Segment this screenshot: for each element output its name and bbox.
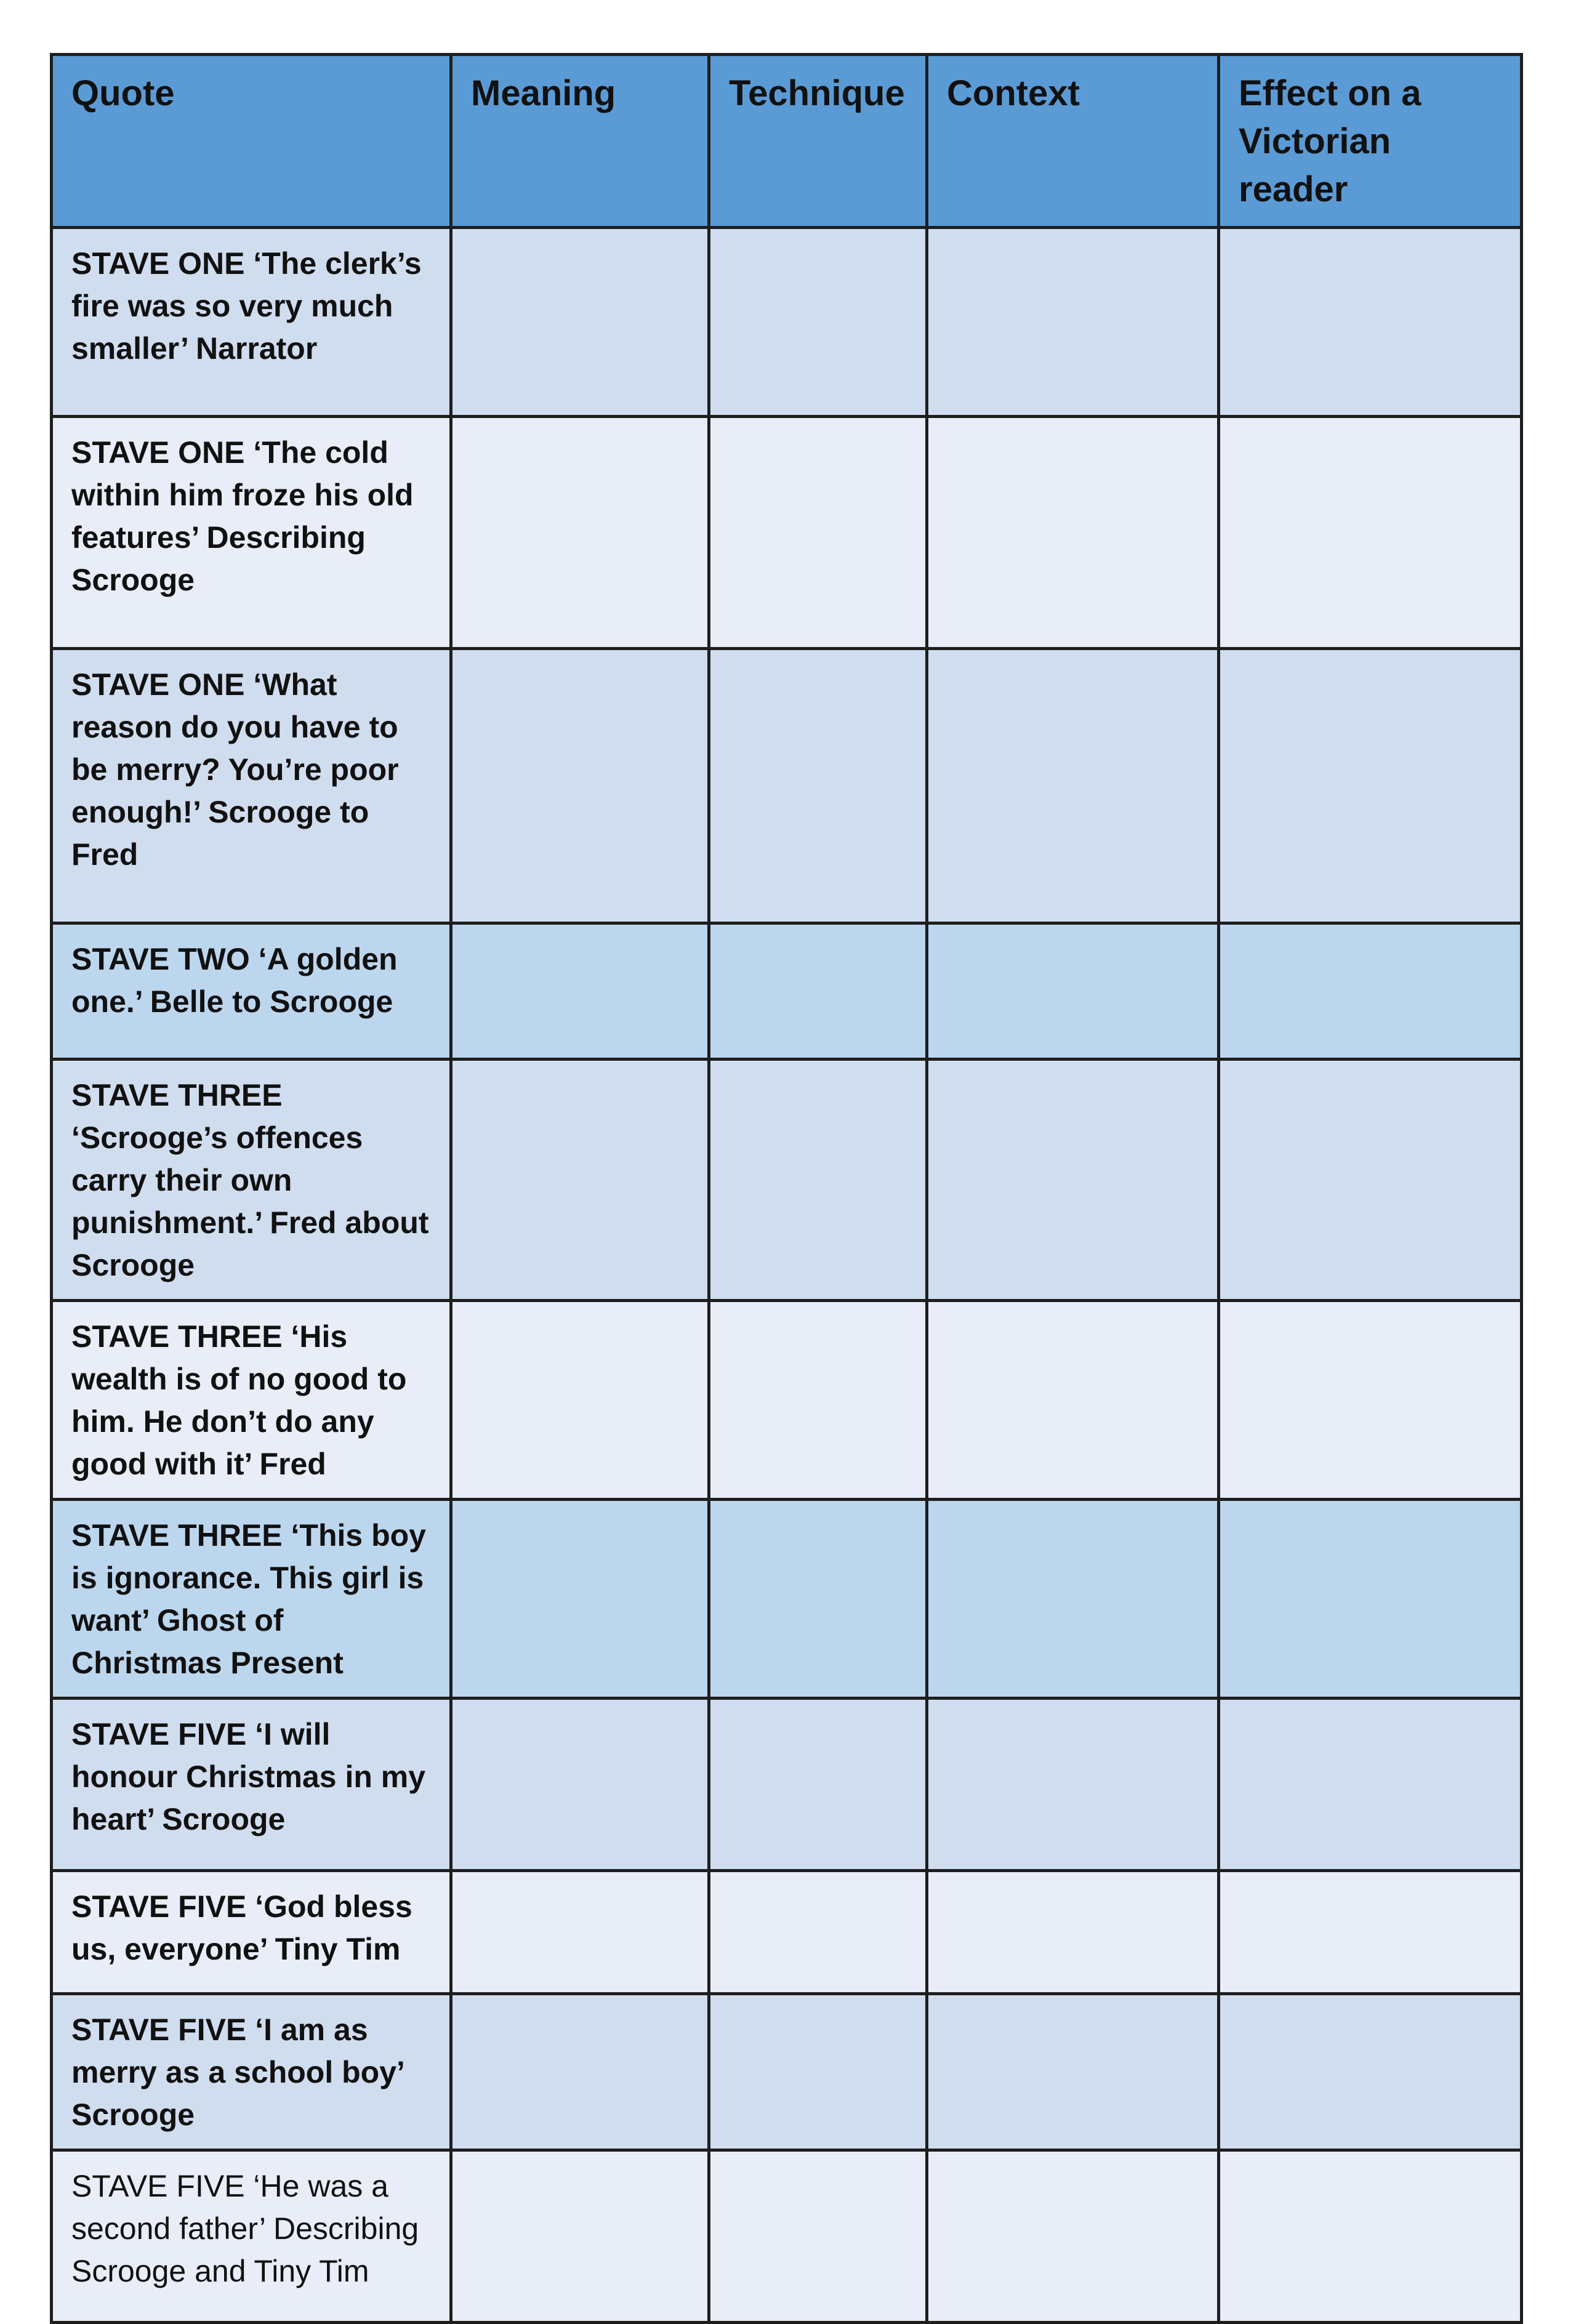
meaning-answer-cell[interactable] [451, 1301, 709, 1500]
technique-answer-cell[interactable] [709, 1059, 927, 1301]
technique-answer-cell[interactable] [709, 649, 927, 923]
table-row [52, 1994, 1522, 2150]
context-answer-cell[interactable] [927, 1500, 1219, 1699]
context-answer-cell[interactable] [927, 1059, 1219, 1301]
table-row [52, 1699, 1522, 1871]
technique-answer-cell[interactable] [709, 417, 927, 649]
technique-answer-cell[interactable] [709, 2150, 927, 2323]
context-answer-cell[interactable] [927, 1301, 1219, 1500]
effect-answer-cell[interactable] [1219, 1871, 1522, 1994]
context-answer-cell[interactable] [927, 1994, 1219, 2150]
effect-answer-cell[interactable] [1219, 923, 1522, 1059]
table-row [52, 649, 1522, 923]
quote-cell: STAVE TWO ‘A golden one.’ Belle to Scrooge [52, 923, 451, 1059]
header-meaning: Meaning [451, 55, 709, 228]
effect-answer-cell[interactable] [1219, 2150, 1522, 2323]
context-answer-cell[interactable] [927, 2150, 1219, 2323]
technique-answer-cell[interactable] [709, 1871, 927, 1994]
table-body [52, 228, 1522, 2323]
quote-cell: STAVE FIVE ‘God bless us, everyone’ Tiny Tim [52, 1871, 451, 1994]
context-answer-cell[interactable] [927, 923, 1219, 1059]
meaning-answer-cell[interactable] [451, 1500, 709, 1699]
technique-answer-cell[interactable] [709, 1994, 927, 2150]
technique-answer-cell[interactable] [709, 923, 927, 1059]
effect-answer-cell[interactable] [1219, 228, 1522, 417]
table-row [52, 923, 1522, 1059]
meaning-answer-cell[interactable] [451, 1994, 709, 2150]
header-context: Context [927, 55, 1219, 228]
effect-answer-cell[interactable] [1219, 1699, 1522, 1871]
effect-answer-cell[interactable] [1219, 649, 1522, 923]
header-technique: Technique [709, 55, 927, 228]
meaning-answer-cell[interactable] [451, 923, 709, 1059]
technique-answer-cell[interactable] [709, 1500, 927, 1699]
effect-answer-cell[interactable] [1219, 417, 1522, 649]
header-effect-on-victorian-reader: Effect on a Victorian reader [1219, 55, 1522, 228]
header-quote: Quote [52, 55, 451, 228]
effect-answer-cell[interactable] [1219, 1301, 1522, 1500]
effect-answer-cell[interactable] [1219, 1994, 1522, 2150]
header-row [52, 55, 1522, 228]
effect-answer-cell[interactable] [1219, 1059, 1522, 1301]
meaning-answer-cell[interactable] [451, 417, 709, 649]
quote-cell: STAVE FIVE ‘I will honour Christmas in my heart’ Scrooge [52, 1699, 451, 1871]
table-row [52, 2150, 1522, 2323]
context-answer-cell[interactable] [927, 649, 1219, 923]
meaning-answer-cell[interactable] [451, 1059, 709, 1301]
technique-answer-cell[interactable] [709, 1301, 927, 1500]
quote-cell: STAVE THREE ‘His wealth is of no good to him. He don’t do any good with it’ Fred [52, 1301, 451, 1500]
context-answer-cell[interactable] [927, 1699, 1219, 1871]
meaning-answer-cell[interactable] [451, 649, 709, 923]
meaning-answer-cell[interactable] [451, 1871, 709, 1994]
table-row [52, 1059, 1522, 1301]
quote-cell: STAVE THREE ‘Scrooge’s offences carry their own punishment.’ Fred about Scrooge [52, 1059, 451, 1301]
technique-answer-cell[interactable] [709, 228, 927, 417]
meaning-answer-cell[interactable] [451, 228, 709, 417]
quote-cell: STAVE FIVE ‘I am as merry as a school boy’ Scrooge [52, 1994, 451, 2150]
quote-analysis-table [50, 53, 1523, 2324]
quote-cell: STAVE FIVE ‘He was a second father’ Describing Scrooge and Tiny Tim [52, 2150, 451, 2323]
table-row [52, 417, 1522, 649]
context-answer-cell[interactable] [927, 417, 1219, 649]
quote-cell: STAVE ONE ‘What reason do you have to be merry? You’re poor enough!’ Scrooge to Fred [52, 649, 451, 923]
table-row [52, 1500, 1522, 1699]
context-answer-cell[interactable] [927, 1871, 1219, 1994]
quote-cell: STAVE ONE ‘The clerk’s fire was so very much smaller’ Narrator [52, 228, 451, 417]
quote-cell: STAVE THREE ‘This boy is ignorance. This girl is want’ Ghost of Christmas Present [52, 1500, 451, 1699]
effect-answer-cell[interactable] [1219, 1500, 1522, 1699]
meaning-answer-cell[interactable] [451, 1699, 709, 1871]
table-row [52, 1301, 1522, 1500]
meaning-answer-cell[interactable] [451, 2150, 709, 2323]
technique-answer-cell[interactable] [709, 1699, 927, 1871]
quote-cell: STAVE ONE ‘The cold within him froze his old features’ Describing Scrooge [52, 417, 451, 649]
context-answer-cell[interactable] [927, 228, 1219, 417]
table-row [52, 228, 1522, 417]
table-row [52, 1871, 1522, 1994]
